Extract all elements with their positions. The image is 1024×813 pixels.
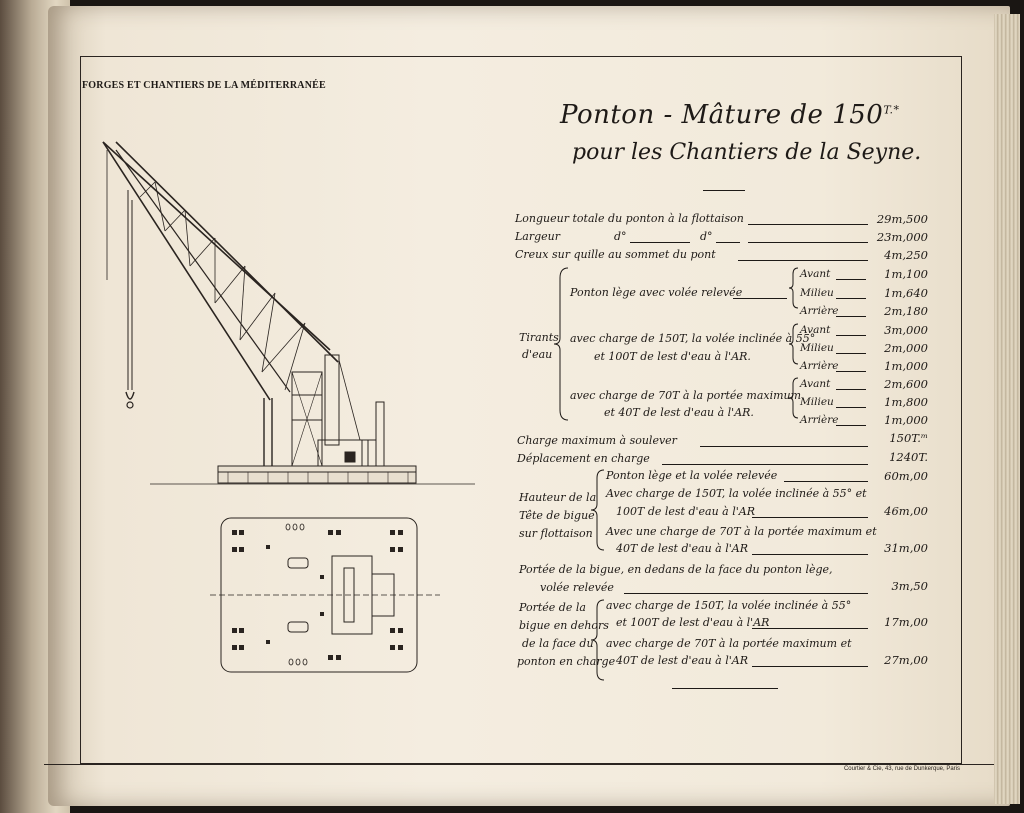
hauteur-label-2: Tête de bigue xyxy=(519,509,595,522)
spec-creux-value: 4m,250 xyxy=(884,248,928,262)
printer-credit: Courtier & Cie, 43, rue de Dunkerque, Paris xyxy=(843,766,960,772)
avant-label: Avant xyxy=(800,268,831,280)
leader-line xyxy=(752,628,868,629)
leader-line xyxy=(752,666,868,667)
tirant-value: 1m,000 xyxy=(884,413,928,427)
arriere-label: Arrière xyxy=(800,305,839,317)
avant-label: Avant xyxy=(800,378,831,390)
leader-line xyxy=(836,371,866,372)
leader-line xyxy=(733,298,787,299)
portee-dehors-row1-value: 17m,00 xyxy=(884,615,928,629)
spec-longueur-label: Longueur totale du ponton à la flottaison xyxy=(515,212,744,225)
tirants-charge70-label-2: et 40T de lest d'eau à l'AR. xyxy=(604,406,754,419)
portee-dehors-row1-label-1: avec charge de 150T, la volée inclinée à 55° xyxy=(606,599,852,612)
leader-line xyxy=(836,425,866,426)
ditto-mark: d° xyxy=(700,230,713,243)
tirants-charge70-label-1: avec charge de 70T à la portée maximum xyxy=(570,389,802,402)
tirant-value: 3m,000 xyxy=(884,323,928,337)
leader-line xyxy=(836,316,866,317)
portee-label-2: volée relevée xyxy=(540,581,614,594)
spec-largeur-value: 23m,000 xyxy=(876,230,928,244)
portee-dehors-row2-label-1: avec charge de 70T à la portée maximum et xyxy=(606,637,852,650)
tirants-label-2: d'eau xyxy=(522,348,553,361)
portee-dehors-label-1: Portée de la xyxy=(519,601,586,614)
avant-label: Avant xyxy=(800,324,831,336)
hauteur-row3-label-2: 40T de lest d'eau à l'AR xyxy=(616,542,749,555)
hauteur-label-1: Hauteur de la xyxy=(519,491,597,504)
portee-dehors-label-2: bigue en dehors xyxy=(519,619,609,632)
leader-line xyxy=(624,593,868,594)
portee-dehors-row2-label-2: 40T de lest d'eau à l'AR xyxy=(616,654,749,667)
arriere-label: Arrière xyxy=(800,414,839,426)
portee-dehors-row2-value: 27m,00 xyxy=(884,653,928,667)
tirants-lege-label: Ponton lège avec volée relevée xyxy=(570,286,743,299)
hauteur-row2-label-2: 100T de lest d'eau à l'AR xyxy=(616,505,756,518)
tirant-value: 1m,640 xyxy=(884,286,928,300)
leader-line xyxy=(836,279,866,280)
spec-longueur-value: 29m,500 xyxy=(876,212,928,226)
leader-line xyxy=(662,464,868,465)
hauteur-row2-value: 46m,00 xyxy=(884,504,928,518)
tirants-charge150-label-2: et 100T de lest d'eau à l'AR. xyxy=(594,350,751,363)
portee-value: 3m,50 xyxy=(891,579,928,593)
deplacement-label: Déplacement en charge xyxy=(517,452,650,465)
charge-max-value: 150T.ᵐ xyxy=(889,431,928,445)
ditto-mark: d° xyxy=(614,230,627,243)
leader-line xyxy=(836,335,866,336)
portee-dehors-label-3: de la face du xyxy=(522,637,594,650)
hauteur-row1-value: 60m,00 xyxy=(884,469,928,483)
spec-largeur-label: Largeur xyxy=(515,230,561,243)
leader-line xyxy=(752,517,868,518)
hauteur-row1-label: Ponton lège et la volée relevée xyxy=(606,469,778,482)
leader-line xyxy=(784,481,868,482)
tirant-value: 1m,800 xyxy=(884,395,928,409)
portee-dehors-row1-label-2: et 100T de lest d'eau à l'AR xyxy=(616,616,770,629)
leader-line xyxy=(752,554,868,555)
milieu-label: Milieu xyxy=(800,342,834,354)
tirants-charge150-label-1: avec charge de 150T, la volée inclinée à 55° xyxy=(570,332,816,345)
portee-label-1: Portée de la bigue, en dedans de la face du ponton lège, xyxy=(519,563,833,576)
leader-line xyxy=(700,446,868,447)
hauteur-row3-label-1: Avec une charge de 70T à la portée maximum et xyxy=(606,525,877,538)
hauteur-label-3: sur flottaison xyxy=(519,527,593,540)
milieu-label: Milieu xyxy=(800,287,834,299)
tirant-value: 2m,600 xyxy=(884,377,928,391)
tirant-value: 2m,000 xyxy=(884,341,928,355)
milieu-label: Milieu xyxy=(800,396,834,408)
leader-line xyxy=(836,298,866,299)
leader-line xyxy=(836,353,866,354)
hauteur-row2-label-1: Avec charge de 150T, la volée inclinée à 55° et xyxy=(606,487,867,500)
leader-line xyxy=(836,389,866,390)
tirants-label-1: Tirants xyxy=(519,331,559,344)
arriere-label: Arrière xyxy=(800,360,839,372)
tirant-value: 1m,000 xyxy=(884,359,928,373)
company-heading: FORGES ET CHANTIERS DE LA MÉDITERRANÉE xyxy=(82,80,326,91)
hauteur-row3-value: 31m,00 xyxy=(884,541,928,555)
leader-line xyxy=(836,407,866,408)
deplacement-value: 1240T. xyxy=(889,450,928,464)
spec-creux-label: Creux sur quille au sommet du pont xyxy=(515,248,716,261)
closing-rule xyxy=(672,688,778,689)
plate-title-line2: pour les Chantiers de la Seyne. xyxy=(572,140,922,165)
tirant-value: 1m,100 xyxy=(884,267,928,281)
charge-max-label: Charge maximum à soulever xyxy=(517,434,677,447)
portee-dehors-label-4: ponton en charge xyxy=(517,655,616,668)
plate-title-line1: Ponton - Mâture de $150^{T.*}$ xyxy=(560,100,900,130)
tirant-value: 2m,180 xyxy=(884,304,928,318)
